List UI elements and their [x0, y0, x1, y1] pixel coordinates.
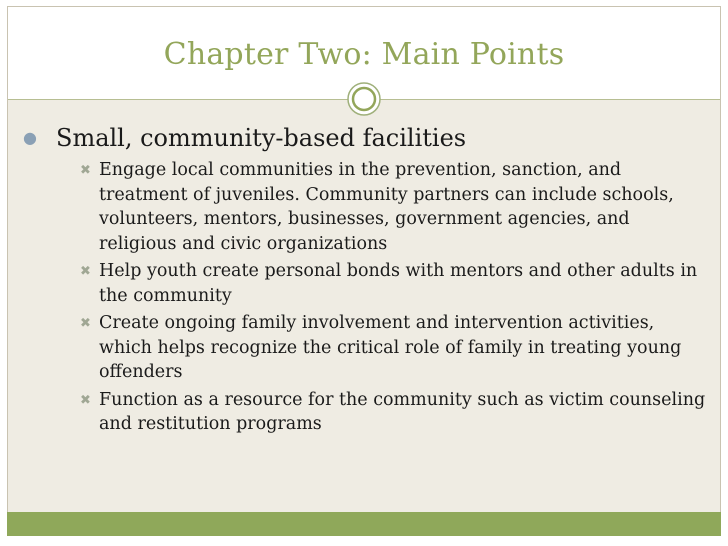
x-bullet-icon: ✖ — [80, 392, 91, 408]
sub-point — [18, 388, 708, 437]
circle-ornament-icon — [347, 82, 381, 116]
footer-accent-bar — [7, 512, 721, 536]
sub-point-text: Help youth create personal bonds with mentors and other adults in the community — [99, 261, 698, 306]
sub-point — [18, 158, 708, 256]
sub-point-list — [18, 158, 708, 437]
slide-content — [18, 122, 708, 440]
slide-title: Chapter Two: Main Points — [163, 37, 565, 72]
x-bullet-icon: ✖ — [80, 316, 91, 331]
circle-bullet-icon: ● — [23, 128, 37, 147]
main-point — [18, 122, 708, 154]
sub-point-text: Engage local communities in the prevention, sanction, and treatment of juveniles. Community partners can include schools, volunteers, mentors, businesses, government agencies, and religious and civic organizations — [99, 160, 674, 254]
sub-point-text: Function as a resource for the community such as victim counseling and restitution programs — [99, 389, 706, 434]
slide-frame — [7, 6, 721, 536]
sub-point — [18, 311, 708, 385]
main-point-text: Small, community-based facilities — [56, 124, 467, 152]
sub-point — [18, 259, 708, 308]
sub-point-text: Create ongoing family involvement and intervention activities, which helps recognize the critical role of family in treating young offenders — [99, 313, 682, 382]
x-bullet-icon: ✖ — [80, 264, 91, 279]
x-bullet-icon: ✖ — [80, 163, 91, 178]
